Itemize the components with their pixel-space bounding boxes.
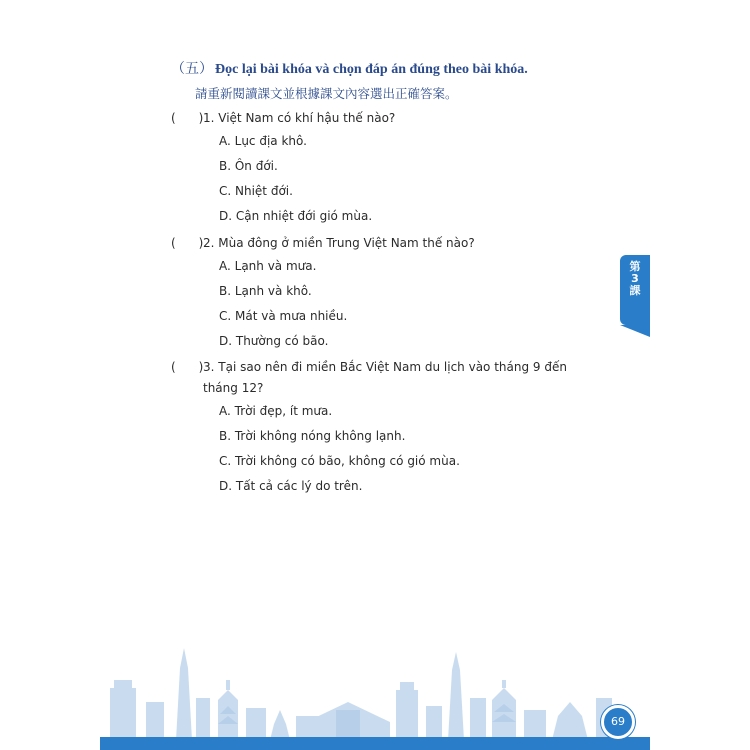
answer-blank[interactable]: ( ) [171, 111, 204, 125]
option-a: A. Lạnh và mưa. [219, 259, 317, 273]
question-text: 2. Mùa đông ở miền Trung Việt Nam thế nào? [203, 236, 475, 250]
section-number: （五） [171, 62, 213, 77]
section-heading [171, 58, 528, 102]
option-list [219, 254, 583, 354]
option-b: B. Ôn đới. [219, 159, 278, 173]
option-c: C. Mát và mưa nhiều. [219, 309, 348, 323]
lesson-tab-char-1: 第 [629, 260, 641, 273]
question-2 [171, 233, 583, 354]
option-b: B. Lạnh và khô. [219, 284, 312, 298]
lesson-tab [620, 255, 650, 325]
answer-blank[interactable]: ( ) [171, 360, 204, 374]
lesson-tab-char-2: 課 [629, 284, 641, 297]
answer-blank[interactable]: ( ) [171, 236, 204, 250]
section-title-zh: 請重新閱讀課文並根據課文內容選出正確答案。 [195, 86, 458, 101]
page-number-badge: 69 [601, 705, 635, 739]
city-skyline-illustration [100, 640, 650, 740]
option-list [219, 129, 583, 229]
option-d: D. Tất cả các lý do trên. [219, 479, 363, 493]
option-d: D. Cận nhiệt đới gió mùa. [219, 209, 373, 223]
section-title-vi-text: Đọc lại bài khóa và chọn đáp án đúng theo bài khóa. [215, 62, 528, 77]
option-c: C. Trời không có bão, không có gió mùa. [219, 454, 460, 468]
question-text: 1. Việt Nam có khí hậu thế nào? [203, 111, 396, 125]
section-title-vi [171, 58, 528, 78]
question-text: 3. Tại sao nên đi miền Bắc Việt Nam du lịch vào tháng 9 đến tháng 12? [203, 360, 567, 395]
skyline-buildings [110, 648, 612, 740]
option-d: D. Thường có bão. [219, 334, 329, 348]
option-c: C. Nhiệt đới. [219, 184, 293, 198]
lesson-tab-number: 3 [631, 272, 639, 285]
question-1 [171, 108, 583, 229]
option-b: B. Trời không nóng không lạnh. [219, 429, 406, 443]
footer-bar [100, 737, 650, 750]
option-a: A. Lục địa khô. [219, 134, 307, 148]
question-3 [171, 357, 583, 499]
option-list [219, 399, 583, 499]
option-a: A. Trời đẹp, ít mưa. [219, 404, 333, 418]
